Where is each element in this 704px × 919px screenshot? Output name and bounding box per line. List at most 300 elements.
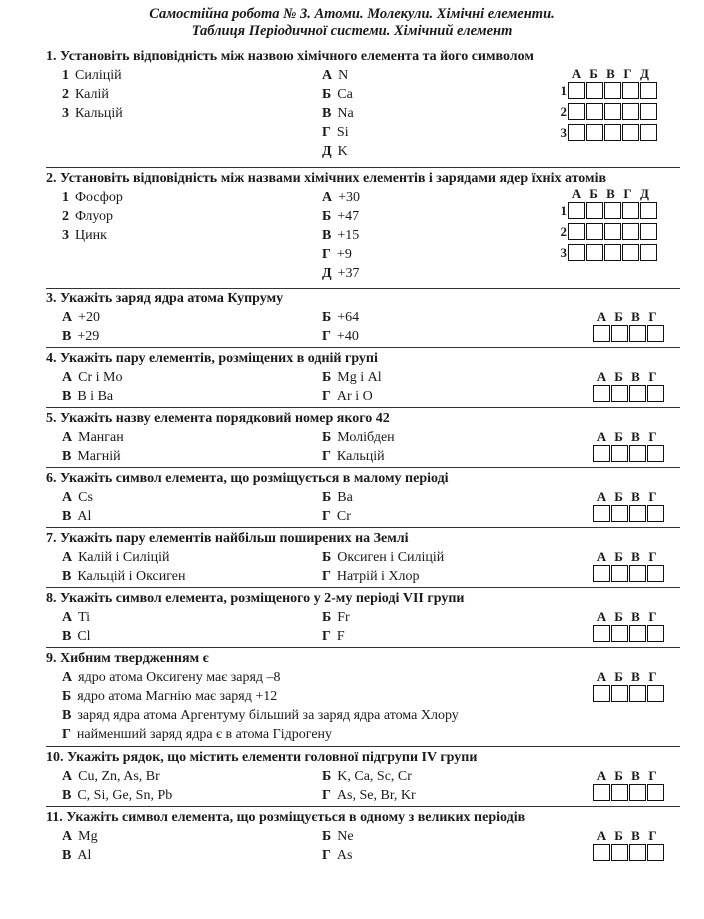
answer-column-label: А (596, 768, 607, 783)
option-letter: Г (322, 247, 331, 262)
q8-option-c (62, 629, 91, 645)
option-text: +9 (336, 247, 352, 262)
option-letter: Г (322, 125, 331, 140)
page-title: Самостійна робота № 3. Атоми. Молекули. Хімічні елементи. (149, 6, 555, 22)
answer-box[interactable] (568, 244, 585, 261)
option-text: Ba (337, 490, 353, 505)
divider (46, 167, 680, 168)
answer-row-number: 1 (560, 203, 567, 218)
option-letter: Б (322, 829, 332, 844)
option-letter: 1 (62, 190, 69, 205)
answer-box[interactable] (611, 385, 628, 402)
answer-box[interactable] (568, 82, 585, 99)
answer-column-label: А (596, 369, 607, 384)
divider (46, 467, 680, 468)
answer-column-label: В (631, 309, 640, 324)
answer-box[interactable] (640, 82, 657, 99)
answer-column-label: Г (648, 369, 657, 384)
q8-option-d (322, 629, 345, 645)
option-letter: В (62, 569, 72, 584)
q5-option-d (322, 449, 385, 465)
answer-box[interactable] (593, 445, 610, 462)
q2-right-a (322, 190, 360, 206)
answer-box[interactable] (640, 103, 657, 120)
answer-box[interactable] (593, 325, 610, 342)
answer-box[interactable] (604, 82, 621, 99)
answer-column-label: Б (614, 669, 623, 684)
q1-right-c (322, 106, 354, 122)
option-letter: А (62, 769, 73, 784)
q11-option-a (62, 829, 98, 845)
answer-column-label: Б (614, 549, 623, 564)
answer-column-label: Б (614, 369, 623, 384)
option-text: Na (337, 106, 354, 121)
option-text: Mg (78, 829, 98, 844)
option-letter: В (62, 629, 72, 644)
answer-column-label: Г (648, 828, 657, 843)
answer-column-label: Б (614, 609, 623, 624)
q6-option-b (322, 490, 353, 506)
answer-box[interactable] (640, 124, 657, 141)
question-2-text: 2. Установіть відповідність між назвами хімічних елементів і зарядами ядер їхніх атомів (46, 171, 607, 186)
answer-column-label: А (596, 309, 607, 324)
q1-right-b (322, 87, 353, 103)
answer-box[interactable] (593, 565, 610, 582)
option-text: +15 (337, 228, 360, 243)
option-letter: Б (322, 310, 332, 325)
answer-box[interactable] (604, 103, 621, 120)
answer-column-label: А (596, 489, 607, 504)
option-letter: В (62, 708, 72, 723)
q9-option-d (62, 727, 332, 743)
option-text: C, Si, Ge, Sn, Pb (77, 788, 173, 803)
option-letter: Г (322, 509, 331, 524)
answer-column-label: А (596, 669, 607, 684)
option-letter: Б (62, 689, 72, 704)
option-text: Магній (77, 449, 121, 464)
option-letter: А (322, 190, 333, 205)
option-text: Ne (337, 829, 354, 844)
q9-option-b (62, 689, 277, 705)
answer-box[interactable] (593, 784, 610, 801)
q7-option-b (322, 550, 444, 566)
page-subtitle: Таблиця Періодичної системи. Хімічний елемент (191, 23, 513, 39)
option-letter: Б (322, 610, 332, 625)
option-text: +47 (337, 209, 360, 224)
option-letter: Г (322, 329, 331, 344)
answer-column-label: Г (648, 429, 657, 444)
divider (46, 347, 680, 348)
option-text: Cu, Zn, As, Br (78, 769, 160, 784)
question-4-text: 4. Укажіть пару елементів, розміщених в одній групі (46, 351, 378, 366)
answer-box[interactable] (647, 625, 664, 642)
option-text: Ti (78, 610, 91, 625)
answer-column-label: Б (614, 309, 623, 324)
answer-column-label: Б (614, 768, 623, 783)
q3-option-b (322, 310, 359, 326)
answer-box[interactable] (604, 223, 621, 240)
option-letter: Б (322, 87, 332, 102)
answer-grid-header (593, 309, 661, 325)
answer-box[interactable] (611, 505, 628, 522)
answer-box[interactable] (647, 784, 664, 801)
answer-grid-header (593, 828, 661, 844)
answer-box[interactable] (586, 82, 603, 99)
option-letter: А (62, 829, 73, 844)
answer-column-label: Б (614, 828, 623, 843)
answer-column-label: В (631, 429, 640, 444)
answer-column-label: В (631, 669, 640, 684)
q7-option-a (62, 550, 169, 566)
answer-grid-header (593, 369, 661, 385)
option-letter: А (62, 610, 73, 625)
option-text: As (336, 848, 353, 863)
option-text: +29 (77, 329, 100, 344)
q10-option-d (322, 788, 416, 804)
option-letter: Б (322, 430, 332, 445)
answer-box[interactable] (647, 565, 664, 582)
option-text: Кальцій і Оксиген (77, 569, 186, 584)
answer-column-label: Б (589, 66, 598, 81)
answer-column-label: Б (614, 429, 623, 444)
q1-left-3 (62, 106, 123, 122)
q2-right-c (322, 228, 359, 244)
option-text: Cl (77, 629, 91, 644)
option-letter: В (322, 106, 332, 121)
answer-box[interactable] (568, 124, 585, 141)
answer-column-label: В (606, 66, 615, 81)
option-text: Калій (75, 87, 109, 102)
q4-option-c (62, 389, 113, 405)
answer-box[interactable] (629, 844, 646, 861)
answer-column-label: В (631, 549, 640, 564)
answer-box[interactable] (611, 784, 628, 801)
option-text: Фосфор (75, 190, 123, 205)
answer-column-label: В (631, 369, 640, 384)
question-10-text: 10. Укажіть рядок, що містить елементи головної підгрупи IV групи (46, 750, 478, 765)
answer-box[interactable] (586, 244, 603, 261)
answer-box[interactable] (611, 565, 628, 582)
answer-box[interactable] (647, 385, 664, 402)
q9-option-a (62, 670, 281, 686)
q1-right-a (322, 68, 348, 84)
option-text: Натрій і Хлор (336, 569, 420, 584)
option-letter: Б (322, 490, 332, 505)
q3-option-c (62, 329, 99, 345)
answer-box[interactable] (568, 223, 585, 240)
answer-column-label: А (571, 66, 582, 81)
answer-grid-header (593, 768, 661, 784)
answer-box[interactable] (629, 385, 646, 402)
q5-option-b (322, 430, 395, 446)
q2-right-b (322, 209, 359, 225)
question-3-text: 3. Укажіть заряд ядра атома Купруму (46, 291, 284, 306)
option-text: Цинк (75, 228, 107, 243)
answer-box[interactable] (593, 625, 610, 642)
option-letter: В (62, 449, 72, 464)
answer-box[interactable] (586, 202, 603, 219)
answer-box[interactable] (622, 124, 639, 141)
option-letter: Г (62, 727, 71, 742)
answer-column-label: Г (648, 309, 657, 324)
q8-option-a (62, 610, 90, 626)
q7-option-c (62, 569, 186, 585)
option-letter: А (62, 370, 73, 385)
option-letter: 2 (62, 209, 69, 224)
question-6-text: 6. Укажіть символ елемента, що розміщується в малому періоді (46, 471, 449, 486)
question-1-text: 1. Установіть відповідність між назвою хімічного елемента та його символом (46, 49, 534, 64)
answer-box[interactable] (611, 325, 628, 342)
option-letter: 3 (62, 106, 69, 121)
option-text: Молібден (337, 430, 395, 445)
answer-box[interactable] (640, 202, 657, 219)
q8-option-b (322, 610, 350, 626)
answer-grid-header (568, 66, 653, 82)
option-letter: Г (322, 449, 331, 464)
option-text: N (338, 68, 349, 83)
answer-column-label: А (596, 828, 607, 843)
option-letter: Б (322, 550, 332, 565)
option-text: +20 (78, 310, 101, 325)
answer-box[interactable] (640, 244, 657, 261)
answer-box[interactable] (593, 685, 610, 702)
option-text: K (337, 144, 348, 159)
answer-box[interactable] (629, 325, 646, 342)
q1-left-1 (62, 68, 122, 84)
answer-grid-header (593, 489, 661, 505)
answer-box[interactable] (622, 223, 639, 240)
answer-box[interactable] (622, 244, 639, 261)
answer-column-label: Г (623, 186, 632, 201)
option-text: заряд ядра атома Аргентуму більший за заряд ядра атома Хлору (77, 708, 459, 723)
answer-box[interactable] (593, 505, 610, 522)
option-text: Fr (337, 610, 350, 625)
option-letter: А (322, 68, 333, 83)
answer-box[interactable] (593, 844, 610, 861)
question-5-text: 5. Укажіть назву елемента порядковий номер якого 42 (46, 411, 390, 426)
q11-option-b (322, 829, 354, 845)
answer-row-number: 3 (560, 245, 567, 260)
option-letter: В (62, 509, 72, 524)
q1-right-e (322, 144, 348, 160)
answer-column-label: Г (648, 768, 657, 783)
divider (46, 527, 680, 528)
answer-column-label: Д (640, 66, 649, 81)
option-letter: Д (322, 144, 332, 159)
option-text: +30 (338, 190, 361, 205)
answer-box[interactable] (604, 124, 621, 141)
q2-right-d (322, 247, 352, 263)
q7-option-d (322, 569, 420, 585)
answer-column-label: А (596, 429, 607, 444)
question-8-text: 8. Укажіть символ елемента, розміщеного у 2-му періоді VII групи (46, 591, 465, 606)
q10-option-a (62, 769, 160, 785)
answer-row-number: 2 (560, 224, 567, 239)
option-text: Оксиген і Силіцій (337, 550, 445, 565)
option-letter: В (62, 788, 72, 803)
option-text: F (336, 629, 345, 644)
divider (46, 587, 680, 588)
answer-column-label: В (631, 609, 640, 624)
option-text: As, Se, Br, Kr (336, 788, 416, 803)
question-11-text: 11. Укажіть символ елемента, що розміщується в одному з великих періодів (46, 810, 526, 825)
option-text: ядро атома Оксигену має заряд –8 (78, 670, 281, 685)
option-text: Cs (78, 490, 93, 505)
option-letter: 2 (62, 87, 69, 102)
q2-left-2 (62, 209, 113, 225)
q11-option-d (322, 848, 352, 864)
answer-column-label: В (631, 489, 640, 504)
option-letter: Б (322, 769, 332, 784)
answer-column-label: Г (648, 549, 657, 564)
q2-left-1 (62, 190, 123, 206)
answer-box[interactable] (611, 685, 628, 702)
answer-box[interactable] (593, 385, 610, 402)
answer-box[interactable] (622, 103, 639, 120)
answer-box[interactable] (604, 244, 621, 261)
answer-box[interactable] (647, 844, 664, 861)
answer-box[interactable] (629, 784, 646, 801)
answer-column-label: В (606, 186, 615, 201)
answer-row-number: 1 (560, 83, 567, 98)
answer-column-label: Г (623, 66, 632, 81)
divider (46, 288, 680, 289)
option-letter: Г (322, 389, 331, 404)
option-text: Кальцій (75, 106, 123, 121)
answer-box[interactable] (629, 685, 646, 702)
answer-column-label: Б (589, 186, 598, 201)
answer-column-label: Г (648, 489, 657, 504)
answer-box[interactable] (629, 625, 646, 642)
answer-box[interactable] (629, 505, 646, 522)
option-text: Калій і Силіцій (78, 550, 170, 565)
option-text: ядро атома Магнію має заряд +12 (77, 689, 278, 704)
option-letter: Д (322, 266, 332, 281)
answer-box[interactable] (568, 202, 585, 219)
option-letter: В (62, 329, 72, 344)
option-text: +40 (336, 329, 359, 344)
divider (46, 647, 680, 648)
answer-box[interactable] (647, 685, 664, 702)
answer-column-label: Б (614, 489, 623, 504)
answer-box[interactable] (629, 565, 646, 582)
answer-box[interactable] (611, 445, 628, 462)
option-text: Al (77, 848, 92, 863)
q10-option-c (62, 788, 172, 804)
q3-option-d (322, 329, 359, 345)
option-letter: А (62, 430, 73, 445)
q6-option-a (62, 490, 93, 506)
option-letter: Б (322, 370, 332, 385)
option-text: Mg і Al (337, 370, 382, 385)
divider (46, 407, 680, 408)
answer-column-label: В (631, 768, 640, 783)
option-text: Ca (337, 87, 353, 102)
option-letter: Б (322, 209, 332, 224)
answer-box[interactable] (640, 223, 657, 240)
option-text: K, Ca, Sc, Cr (337, 769, 412, 784)
answer-box[interactable] (622, 82, 639, 99)
answer-grid-header (568, 186, 653, 202)
answer-box[interactable] (647, 325, 664, 342)
option-letter: Г (322, 848, 331, 863)
q3-option-a (62, 310, 100, 326)
option-text: Флуор (75, 209, 114, 224)
option-letter: 1 (62, 68, 69, 83)
option-letter: 3 (62, 228, 69, 243)
q2-right-e (322, 266, 360, 282)
answer-box[interactable] (629, 445, 646, 462)
q2-left-3 (62, 228, 107, 244)
answer-box[interactable] (622, 202, 639, 219)
answer-column-label: А (571, 186, 582, 201)
answer-box[interactable] (647, 445, 664, 462)
answer-grid-header (593, 429, 661, 445)
q1-right-d (322, 125, 349, 141)
option-letter: А (62, 550, 73, 565)
option-text: Al (77, 509, 92, 524)
answer-grid-header (593, 669, 661, 685)
question-9-text: 9. Хибним твердженням є (46, 651, 209, 666)
q11-option-c (62, 848, 91, 864)
answer-grid-header (593, 609, 661, 625)
q4-option-b (322, 370, 382, 386)
q9-option-c (62, 708, 459, 724)
answer-box[interactable] (611, 844, 628, 861)
q4-option-a (62, 370, 122, 386)
option-text: Cr і Mo (78, 370, 123, 385)
option-letter: В (62, 848, 72, 863)
answer-column-label: А (596, 609, 607, 624)
answer-column-label: В (631, 828, 640, 843)
option-letter: Г (322, 788, 331, 803)
option-text: +37 (337, 266, 360, 281)
answer-box[interactable] (611, 625, 628, 642)
answer-box[interactable] (586, 124, 603, 141)
answer-column-label: А (596, 549, 607, 564)
option-letter: Г (322, 569, 331, 584)
option-text: Cr (336, 509, 351, 524)
option-letter: Г (322, 629, 331, 644)
answer-box[interactable] (568, 103, 585, 120)
option-text: B і Ba (77, 389, 114, 404)
q5-option-c (62, 449, 121, 465)
question-7-text: 7. Укажіть пару елементів найбільш поширених на Землі (46, 531, 409, 546)
q10-option-b (322, 769, 412, 785)
option-letter: В (322, 228, 332, 243)
answer-box[interactable] (647, 505, 664, 522)
answer-grid-header (593, 549, 661, 565)
answer-box[interactable] (604, 202, 621, 219)
option-text: найменший заряд ядра є в атома Гідрогену (76, 727, 333, 742)
q1-left-2 (62, 87, 109, 103)
option-text: Манган (78, 430, 124, 445)
option-letter: А (62, 670, 73, 685)
answer-column-label: Д (640, 186, 649, 201)
option-text: +64 (337, 310, 360, 325)
q4-option-d (322, 389, 373, 405)
divider (46, 746, 680, 747)
answer-box[interactable] (586, 223, 603, 240)
divider (46, 806, 680, 807)
option-text: Кальцій (336, 449, 385, 464)
q5-option-a (62, 430, 124, 446)
option-text: Ar і O (336, 389, 373, 404)
answer-row-number: 3 (560, 125, 567, 140)
answer-box[interactable] (586, 103, 603, 120)
answer-row-number: 2 (560, 104, 567, 119)
option-text: Силіцій (75, 68, 122, 83)
